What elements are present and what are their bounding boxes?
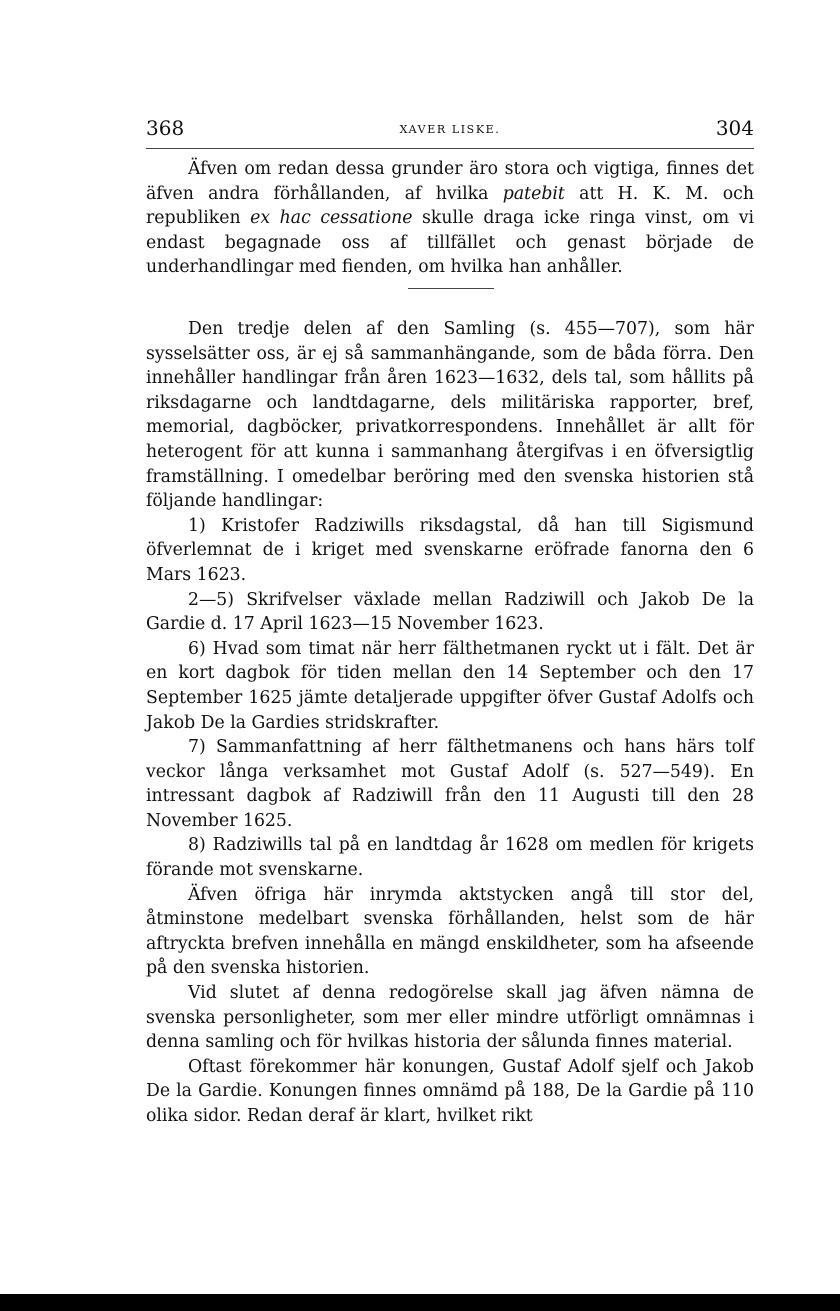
top-text-block — [146, 157, 754, 280]
italic-latin-phrase: ex hac cessatione — [250, 208, 413, 229]
header-rule — [146, 148, 754, 149]
paragraph: Den tredje delen af den Samling (s. 455—707), som här sysselsätter oss, är ej så sammanhängande, som de båda förra. Den innehåller handlingar från åren 1623—1632, dels tal, som hållits på riksdagarne och landtdagarne, dels militäriska rapporter, bref, memorial, dagböcker, privatkorrespondens. Innehållet är allt för heterogent för att kunna i sammanhang återgifvas i en öfversigtlig framställning. I omedelbar beröring med den svenska historien stå följande handlingar: — [146, 319, 754, 512]
paragraph — [146, 157, 754, 280]
paragraph: Äfven öfriga här inrymda aktstycken angå till stor del, åtminstone medelbart svenska förhållanden, helst som de här aftryckta brefven innehålla en mängd enskildheter, som ha afseende på den svenska historien. — [146, 884, 754, 979]
left-page-number: 368 — [146, 116, 185, 140]
page-header — [146, 116, 754, 146]
text-span: skulle draga icke ringa vinst, om vi endast begagnade oss af tillfället och genast började de underhandlingar med fienden, om hvilka han anhåller. — [146, 208, 754, 278]
paragraph: 7) Sammanfattning af herr fälthetmanens och hans härs tolf veckor långa verksamhet mot Gustaf Adolf (s. 527—549). En intressant dagbok af Radziwill från den 11 Augusti till den 28 November 1625. — [146, 737, 754, 831]
italic-latin-term: patebit — [502, 183, 565, 204]
paragraph: 8) Radziwills tal på en landtdag år 1628 om medlen för krigets förande mot svenskarne. — [146, 835, 754, 881]
section-separator — [408, 288, 494, 289]
scan-bottom-border — [0, 1294, 840, 1311]
right-page-number: 304 — [715, 116, 754, 140]
paragraph: Oftast förekommer här konungen, Gustaf Adolf sjelf och Jakob De la Gardie. Konungen finnes omnämd på 188, De la Gardie på 110 olika sidor. Redan deraf är klart, hvilket rikt — [146, 1056, 754, 1126]
paragraph: 6) Hvad som timat när herr fälthetmanen ryckt ut i fält. Det är en kort dagbok för tiden mellan den 14 September och den 17 September 1625 jämte detaljerade uppgifter öfver Gustaf Adolfs och Jakob De la Gardies stridskrafter. — [146, 638, 754, 733]
text-span: Äfven om redan dessa grunder äro stora och vigtiga, finnes det äfven andra förhållanden, af hvilka — [146, 159, 754, 204]
main-text-block — [146, 317, 754, 1129]
paragraph: 2—5) Skrifvelser växlade mellan Radziwill och Jakob De la Gardie d. 17 April 1623—15 November 1623. — [146, 589, 754, 635]
paragraph: Vid slutet af denna redogörelse skall jag äfven nämna de svenska personligheter, som mer eller mindre utförligt omnämnas i denna samling och för hvilkas historia der sålunda finnes material. — [146, 983, 754, 1053]
paragraph: 1) Kristofer Radziwills riksdagstal, då han till Sigismund öfverlemnat de i kriget med svenskarne eröfrade fanorna den 6 Mars 1623. — [146, 515, 754, 585]
text-span: att H. K. M. och republiken — [146, 183, 754, 229]
running-title: XAVER LISKE. — [399, 123, 501, 136]
